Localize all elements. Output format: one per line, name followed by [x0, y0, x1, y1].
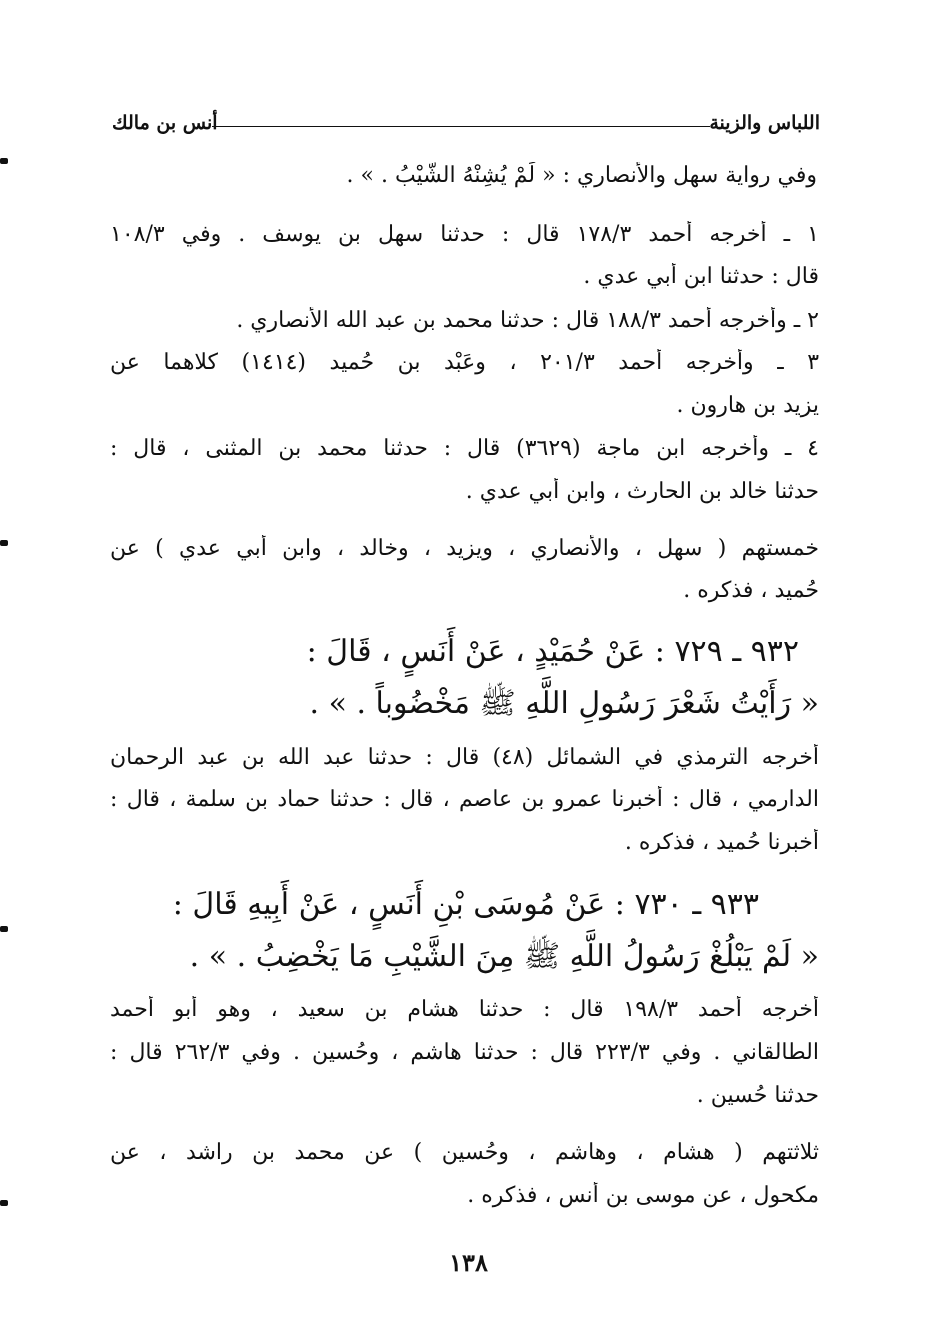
text-line: ثلاثتهم ( هشام ، وهاشم ، وحُسين ) عن محمد بن راشد ، عن	[110, 1140, 819, 1165]
scan-mark	[0, 926, 8, 932]
text-line: وفي رواية سهل والأنصاري : « لَمْ يُشِنْهُ الشَّيْبُ . » .	[346, 163, 817, 188]
hadith-text: « رَأَيْتُ شَعْرَ رَسُولِ اللَّهِ ﷺ مَخْضُوباً . » .	[309, 686, 819, 721]
page-number: ١٣٨	[449, 1248, 488, 1277]
text-line: خمستهم ( سهل ، والأنصاري ، ويزيد ، وخالد ، وابن أبي عدي ) عن	[110, 536, 819, 561]
text-line: حدثنا حُسين .	[696, 1083, 819, 1108]
narrator-name: أنس بن مالك	[112, 112, 218, 134]
text-line: ١ ـ أخرجه أحمد ١٧٨/٣ قال : حدثنا سهل بن يوسف . وفي ١٠٨/٣	[110, 222, 819, 247]
scan-mark	[0, 1200, 8, 1206]
text-line: ٢ ـ وأخرجه أحمد ١٨٨/٣ قال : حدثنا محمد بن عبد الله الأنصاري .	[236, 308, 819, 333]
text-line: الدارمي ، قال : أخبرنا عمرو بن عاصم ، قال : حدثنا حماد بن سلمة ، قال :	[110, 787, 819, 812]
hadith-text: « لَمْ يَبْلُغْ رَسُولُ اللَّهِ ﷺ مِنَ الشَّيْبِ مَا يَخْضِبُ . » .	[189, 939, 819, 974]
text-line: مكحول ، عن موسى بن أنس ، فذكره .	[467, 1183, 819, 1208]
running-header	[112, 112, 820, 142]
text-line: قال : حدثنا ابن أبي عدي .	[583, 264, 819, 289]
text-line: ٣ ـ وأخرجه أحمد ٢٠١/٣ ، وعَبْد بن حُميد (١٤١٤) كلاهما عن	[110, 350, 819, 375]
text-line: حدثنا خالد بن الحارث ، وابن أبي عدي .	[465, 479, 819, 504]
scan-mark	[0, 540, 8, 546]
text-line: حُميد ، فذكره .	[683, 578, 819, 603]
scan-mark	[0, 158, 8, 164]
hadith-heading: ٩٣٢ ـ ٧٢٩ : عَنْ حُمَيْدٍ ، عَنْ أَنَسٍ ، قَالَ :	[306, 634, 799, 669]
hadith-heading: ٩٣٣ ـ ٧٣٠ : عَنْ مُوسَى بْنِ أَنَسٍ ، عَنْ أَبِيهِ قَالَ :	[172, 887, 759, 922]
text-line: يزيد بن هارون .	[676, 393, 819, 418]
book-title: اللباس والزينة	[709, 112, 820, 134]
text-line: أخرجه الترمذي في الشمائل (٤٨) قال : حدثنا عبد الله بن عبد الرحمان	[110, 745, 819, 770]
header-rule	[212, 126, 710, 127]
text-line: الطالقاني . وفي ٢٢٣/٣ قال : حدثنا هاشم ، وحُسين . وفي ٢٦٢/٣ قال :	[110, 1040, 819, 1065]
text-line: أخرجه أحمد ١٩٨/٣ قال : حدثنا هشام بن سعيد ، وهو أبو أحمد	[110, 997, 819, 1022]
text-line: ٤ ـ وأخرجه ابن ماجة (٣٦٢٩) قال : حدثنا محمد بن المثنى ، قال :	[110, 436, 819, 461]
text-line: أخبرنا حُميد ، فذكره .	[624, 830, 819, 855]
